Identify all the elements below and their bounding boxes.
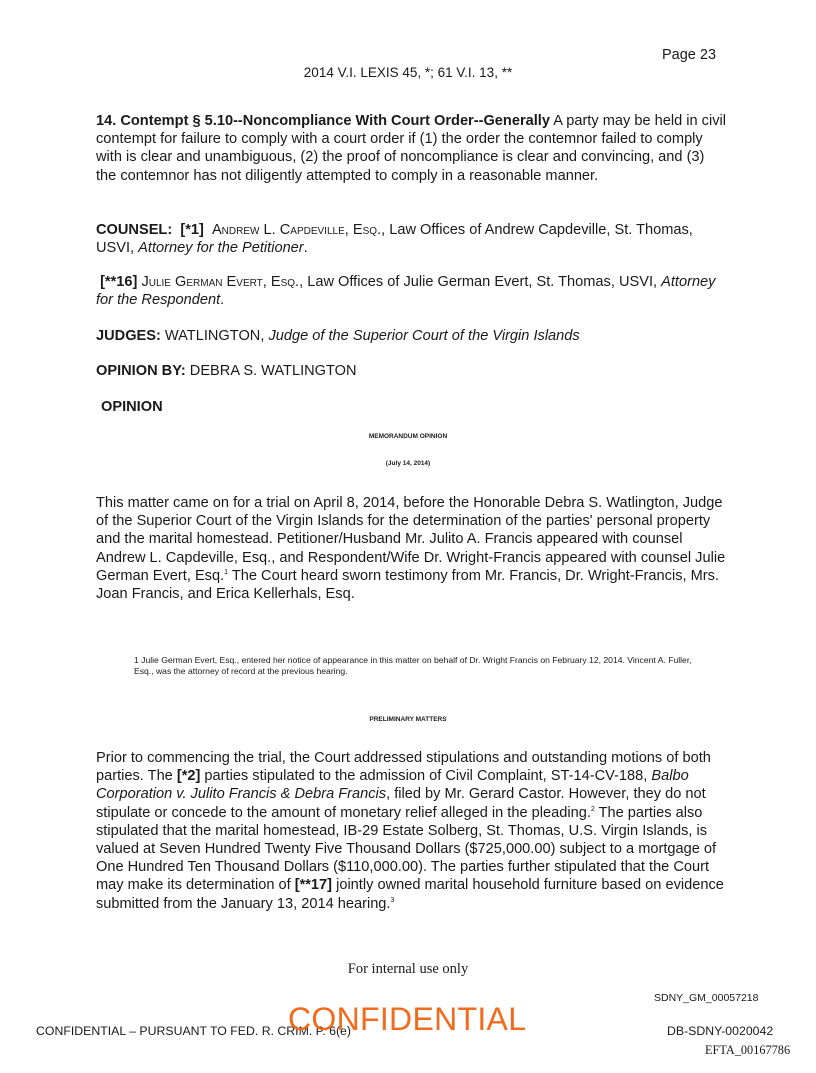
judges-line bbox=[96, 327, 726, 345]
page-pin-cite: [*1] bbox=[180, 222, 204, 238]
counsel-label: COUNSEL: bbox=[96, 222, 173, 238]
footer-bates-number: DB-SDNY-0020042 bbox=[667, 1024, 774, 1038]
paragraph-text: This matter came on for a trial on April 8, 2014, before the Honorable Debra S. Watlington, Judge of the Superior Court of the Virgin Islands for the determination of the parties' personal property and the marital homestead. Petitioner/Husband Mr. Julito A. Francis appeared with counsel Andrew L. Capdeville, Esq., and Respondent/Wife Dr. Wright-Francis appeared with counsel Julie German Evert, Esq. bbox=[96, 495, 726, 584]
counsel-firm: , Law Offices of Julie German Evert, St. Thomas, USVI, bbox=[299, 274, 662, 290]
confidential-footer-text: CONFIDENTIAL – PURSUANT TO FED. R. CRIM. P. 6(e) bbox=[36, 1024, 351, 1038]
counsel-role: Attorney for the Respondent bbox=[96, 274, 716, 309]
opinion-heading: OPINION bbox=[101, 399, 163, 415]
counsel-end: . bbox=[303, 240, 308, 257]
counsel-name: Julie German Evert, Esq. bbox=[141, 274, 300, 290]
paragraph-text: parties stipulated to the admission of Civil Complaint, ST-14-CV-188, bbox=[200, 768, 652, 785]
paragraph-text: The parties also stipulated that the marital homestead, IB-29 Estate Solberg, St. Thomas, U.S. Virgin Islands, is valued at Seven Hundred Twenty Five Thousand Dollars ($725,000.00) subject to a mortgage of One Hundred Ten Thousand Dollars ($110,000.00). The parties further stipulated that the Court may make its determination of bbox=[96, 804, 717, 894]
page-pin-cite: [**16] bbox=[100, 274, 138, 290]
paragraph-text: , filed by Mr. Gerard Castor. However, they do not stipulate or concede to the amount of monetary relief alleged in the pleading. bbox=[96, 786, 706, 821]
counsel-firm: , Law Offices of Andrew Capdeville, St. Thomas, USVI, bbox=[96, 222, 693, 257]
body-paragraph-1 bbox=[96, 494, 726, 603]
running-header-citation: 2014 V.I. LEXIS 45, *; 61 V.I. 13, ** bbox=[303, 65, 513, 80]
opinion-by-name: DEBRA S. WATLINGTON bbox=[185, 363, 357, 379]
judges-name: WATLINGTON, bbox=[160, 328, 269, 344]
preliminary-matters-heading: PRELIMINARY MATTERS bbox=[369, 716, 447, 723]
paragraph-text: The Court heard sworn testimony from Mr. Francis, Dr. Wright-Francis, Mrs. Joan Francis, and Erica Kellerhals, Esq. bbox=[96, 567, 719, 603]
footnote-marker: 1 bbox=[224, 568, 229, 576]
opinion-by-line bbox=[96, 362, 726, 380]
body-paragraph-2 bbox=[96, 749, 726, 913]
confidential-stamp: CONFIDENTIAL bbox=[288, 1001, 527, 1037]
bates-number: SDNY_GM_00057218 bbox=[654, 992, 759, 1004]
paragraph-text: Prior to commencing the trial, the Court addressed stipulations and outstanding motions of both parties. The bbox=[96, 750, 711, 785]
opinion-by-label: OPINION BY: bbox=[96, 363, 186, 379]
page-number: Page 23 bbox=[662, 47, 717, 63]
counsel-end: . bbox=[220, 292, 225, 309]
case-name: Balbo Corporation v. Julito Francis & Debra Francis bbox=[96, 768, 689, 803]
paragraph-text: jointly owned marital household furniture based on evidence submitted from the January 13, 2014 hearing. bbox=[96, 877, 724, 912]
counsel-name: Andrew L. Capdeville, Esq. bbox=[211, 222, 382, 238]
footnote-1: 1 Julie German Evert, Esq., entered her notice of appearance in this matter on behalf of Dr. Wright Francis on February 12, 2014. Vincent A. Fuller, Esq., was the attorney of record at the previous hearing. bbox=[134, 655, 692, 676]
memorandum-date: (July 14, 2014) bbox=[385, 460, 431, 467]
footnote-marker: 2 bbox=[590, 805, 595, 813]
judges-label: JUDGES: bbox=[96, 328, 161, 344]
headnote-paragraph bbox=[96, 112, 726, 185]
counsel-paragraph-2 bbox=[96, 273, 726, 309]
footnote-marker: 3 bbox=[390, 896, 395, 904]
headnote-text: A party may be held in civil contempt for failure to comply with a court order if (1) the order the contemnor failed to comply with is clear and unambiguous, (2) the proof of noncompliance is clear and convincing, and (3) the contemnor has not diligently attempted to comply in a reasonable manner. bbox=[96, 113, 727, 184]
counsel-paragraph bbox=[96, 221, 726, 257]
headnote-title: 14. Contempt § 5.10--Noncompliance With Court Order--Generally bbox=[96, 113, 550, 129]
counsel-role: Attorney for the Petitioner bbox=[138, 240, 304, 257]
page-pin-cite: [**17] bbox=[294, 877, 333, 894]
judges-title: Judge of the Superior Court of the Virgin Islands bbox=[268, 328, 580, 344]
page-pin-cite: [*2] bbox=[176, 768, 201, 785]
efta-number: EFTA_00167786 bbox=[705, 1043, 791, 1057]
internal-use-notice: For internal use only bbox=[347, 961, 469, 977]
memorandum-heading: MEMORANDUM OPINION bbox=[368, 433, 448, 440]
